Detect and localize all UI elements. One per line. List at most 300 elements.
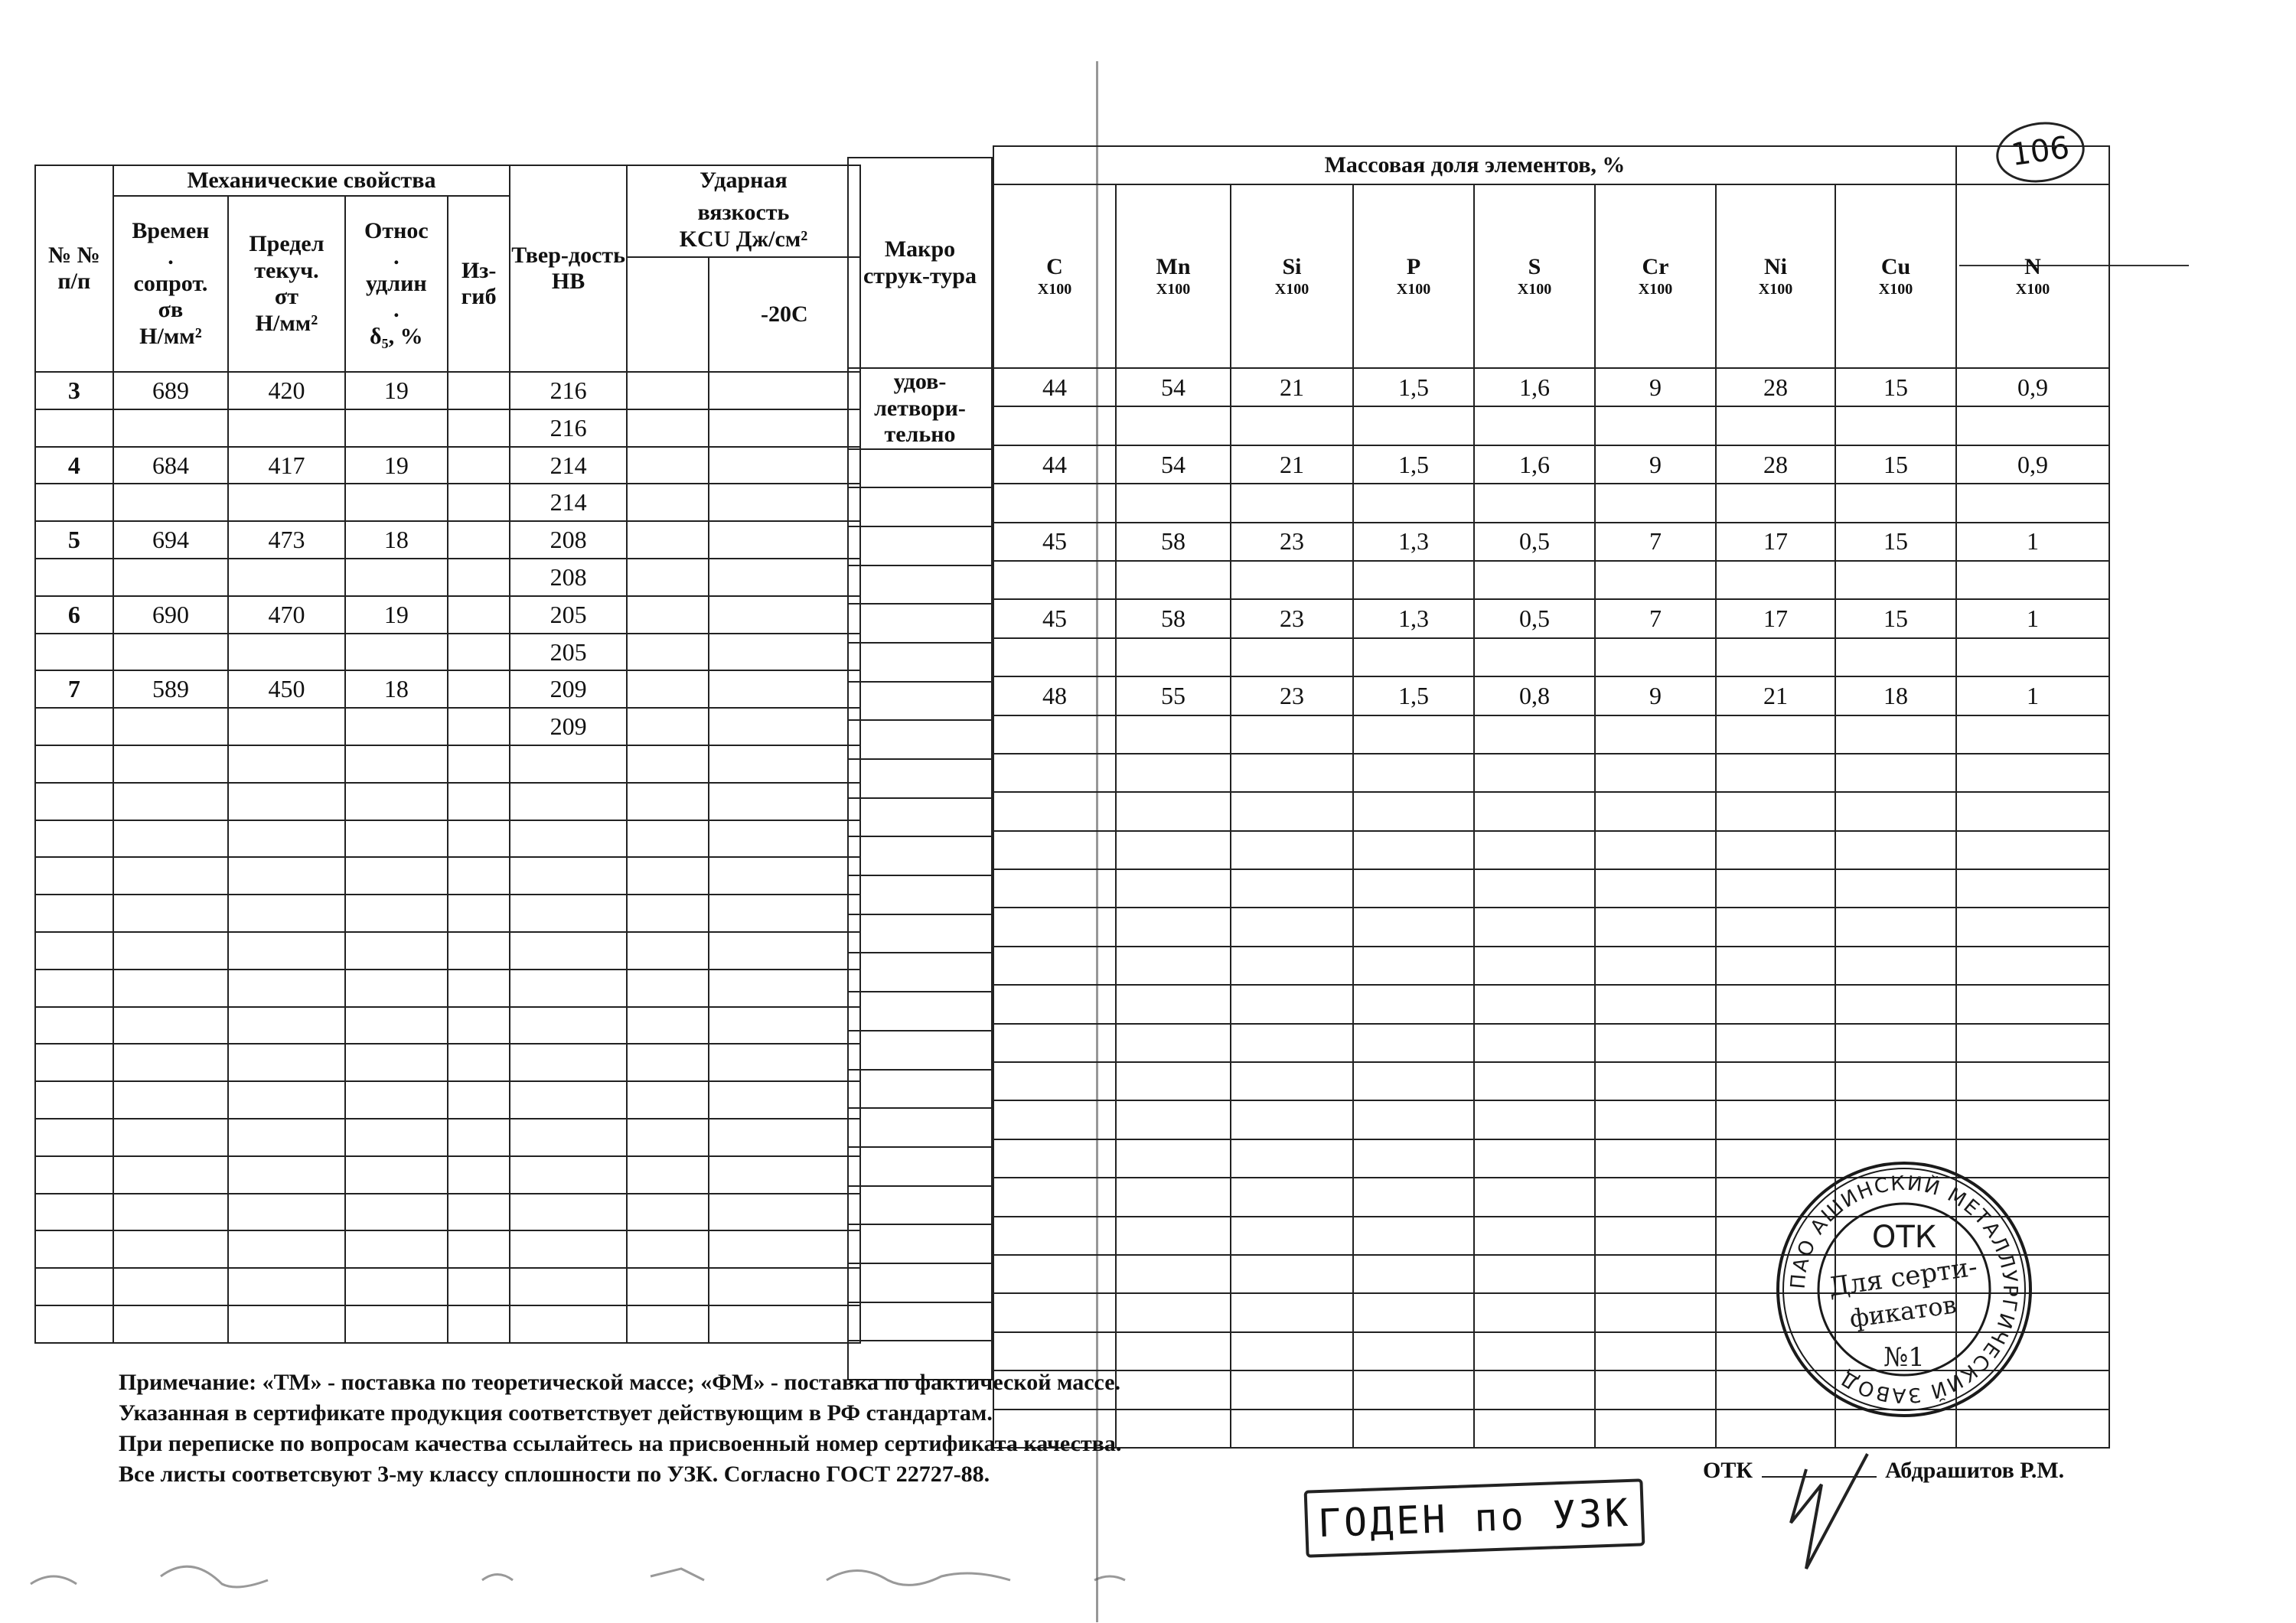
- property-cell: [510, 1268, 627, 1305]
- macro-cell: [848, 953, 992, 992]
- property-cell: [448, 1119, 510, 1156]
- composition-cell: [1595, 1062, 1716, 1100]
- composition-cell: [1474, 1217, 1595, 1255]
- composition-cell: [1595, 1410, 1716, 1448]
- property-cell: [228, 857, 345, 895]
- col-header-impact-temp: -20С: [709, 257, 860, 372]
- composition-cell: [993, 1024, 1116, 1062]
- row-number-cell: [35, 708, 113, 745]
- composition-cell: [1116, 1410, 1231, 1448]
- composition-cell: 21: [1231, 368, 1353, 406]
- property-cell: [709, 1081, 860, 1119]
- composition-cell: 0,5: [1474, 523, 1595, 561]
- row-number-cell: [35, 895, 113, 932]
- property-cell: [113, 1119, 229, 1156]
- property-cell: [448, 596, 510, 634]
- property-cell: [448, 559, 510, 596]
- composition-cell: 1: [1956, 676, 2109, 715]
- notes-block: [119, 1370, 1121, 1488]
- table-row: [993, 676, 2109, 715]
- property-cell: [709, 857, 860, 895]
- property-cell: [113, 820, 229, 858]
- property-cell: [627, 820, 709, 858]
- macro-cell: [848, 487, 992, 526]
- table-row: [35, 1081, 860, 1119]
- col-header-bend: Из-гиб: [448, 196, 510, 372]
- property-cell: [709, 1044, 860, 1081]
- property-cell: [448, 521, 510, 559]
- composition-cell: 15: [1835, 445, 1956, 484]
- row-number-cell: [35, 783, 113, 820]
- composition-cell: 0,5: [1474, 599, 1595, 637]
- property-cell: [510, 820, 627, 858]
- property-cell: 216: [510, 409, 627, 447]
- composition-cell: 1,5: [1353, 445, 1474, 484]
- col-header-element-2: [1231, 184, 1353, 368]
- group-header-mechanical: Механические свойства: [113, 165, 510, 196]
- element-symbol: Cr: [1642, 254, 1669, 280]
- property-cell: [709, 1156, 860, 1194]
- col-header-macro: Макро струк-тура: [848, 158, 992, 368]
- composition-cell: [993, 1255, 1116, 1293]
- col-header-element-5: [1595, 184, 1716, 368]
- composition-cell: [1116, 406, 1231, 445]
- property-cell: [228, 783, 345, 820]
- property-cell: 690: [113, 596, 229, 634]
- property-cell: [228, 708, 345, 745]
- header-corner-blank: [1956, 146, 2109, 184]
- property-cell: [113, 559, 229, 596]
- composition-cell: 1,6: [1474, 368, 1595, 406]
- composition-cell: [1116, 1024, 1231, 1062]
- table-row: [993, 599, 2109, 637]
- composition-cell: [993, 1332, 1116, 1370]
- composition-cell: [1116, 715, 1231, 754]
- impact-line3: KCU Дж/см²: [679, 226, 808, 252]
- property-cell: [627, 559, 709, 596]
- composition-cell: [993, 1217, 1116, 1255]
- macro-cell: [848, 643, 992, 682]
- property-cell: [627, 708, 709, 745]
- property-cell: [345, 1305, 448, 1343]
- property-cell: [627, 447, 709, 484]
- tensile-l5: Н/мм²: [139, 323, 202, 349]
- composition-cell: [1353, 1139, 1474, 1178]
- composition-cell: [1595, 638, 1716, 676]
- table-row: [993, 1024, 2109, 1062]
- table-row: [993, 985, 2109, 1023]
- property-cell: [709, 783, 860, 820]
- composition-cell: [1474, 715, 1595, 754]
- composition-cell: [1474, 754, 1595, 792]
- composition-cell: [1231, 638, 1353, 676]
- property-cell: [228, 1230, 345, 1268]
- property-cell: [627, 970, 709, 1007]
- composition-cell: [1231, 561, 1353, 599]
- property-cell: 694: [113, 521, 229, 559]
- property-cell: [709, 409, 860, 447]
- property-cell: 214: [510, 484, 627, 521]
- macrostructure-table: [847, 157, 993, 1380]
- table-row: [993, 792, 2109, 830]
- property-cell: [627, 1156, 709, 1194]
- composition-cell: [1116, 1062, 1231, 1100]
- property-cell: [627, 521, 709, 559]
- property-cell: [345, 1044, 448, 1081]
- macro-cell: [848, 720, 992, 759]
- composition-cell: [1474, 947, 1595, 985]
- property-cell: [627, 857, 709, 895]
- composition-cell: [1716, 484, 1835, 522]
- composition-cell: 1: [1956, 523, 2109, 561]
- note-line-4: Все листы соответсвуют 3-му классу сплошности по УЗК. Согласно ГОСТ 22727-88.: [119, 1462, 990, 1487]
- composition-cell: [993, 1293, 1116, 1331]
- property-cell: [228, 895, 345, 932]
- composition-cell: 23: [1231, 599, 1353, 637]
- composition-cell: [1474, 1410, 1595, 1448]
- property-cell: [345, 409, 448, 447]
- macro-cell: [848, 1186, 992, 1225]
- property-cell: [113, 708, 229, 745]
- property-cell: [345, 857, 448, 895]
- composition-cell: [1956, 869, 2109, 908]
- table-row: [35, 372, 860, 409]
- composition-cell: [1353, 1217, 1474, 1255]
- property-cell: [228, 1194, 345, 1231]
- row-number-cell: [35, 820, 113, 858]
- table-row: [993, 1062, 2109, 1100]
- macro-value-cell: удов-летвори-тельно: [848, 368, 992, 449]
- property-cell: [113, 783, 229, 820]
- property-cell: 208: [510, 559, 627, 596]
- property-cell: [345, 895, 448, 932]
- composition-cell: [1474, 1332, 1595, 1370]
- composition-cell: [1474, 1100, 1595, 1139]
- property-cell: 18: [345, 670, 448, 708]
- property-cell: 216: [510, 372, 627, 409]
- composition-cell: [1231, 947, 1353, 985]
- composition-cell: [1353, 831, 1474, 869]
- table-row: [35, 783, 860, 820]
- composition-cell: [993, 484, 1116, 522]
- composition-cell: [1716, 1100, 1835, 1139]
- table-row: [35, 1119, 860, 1156]
- property-cell: [709, 708, 860, 745]
- composition-cell: [1716, 638, 1835, 676]
- row-number-cell: 7: [35, 670, 113, 708]
- composition-cell: [1353, 484, 1474, 522]
- composition-cell: [1231, 715, 1353, 754]
- composition-cell: [1353, 1024, 1474, 1062]
- composition-cell: [1353, 1293, 1474, 1331]
- property-cell: [228, 1305, 345, 1343]
- property-cell: 208: [510, 521, 627, 559]
- property-cell: [709, 634, 860, 671]
- property-cell: [709, 745, 860, 783]
- col-header-element-4: [1474, 184, 1595, 368]
- composition-cell: [1835, 715, 1956, 754]
- composition-cell: [1835, 1024, 1956, 1062]
- property-cell: [627, 1044, 709, 1081]
- property-cell: [709, 932, 860, 970]
- row-number-cell: 5: [35, 521, 113, 559]
- composition-cell: [1595, 1370, 1716, 1409]
- property-cell: [113, 1044, 229, 1081]
- composition-cell: [1716, 908, 1835, 946]
- composition-cell: [1231, 406, 1353, 445]
- property-cell: [448, 932, 510, 970]
- property-cell: 19: [345, 447, 448, 484]
- property-cell: [510, 1081, 627, 1119]
- row-number-cell: [35, 970, 113, 1007]
- stamp-line-3: фикатов: [1848, 1289, 1958, 1334]
- element-symbol: S: [1528, 254, 1541, 280]
- composition-cell: [1474, 1370, 1595, 1409]
- composition-cell: [1231, 1332, 1353, 1370]
- composition-cell: [1116, 1217, 1231, 1255]
- property-cell: [228, 1007, 345, 1045]
- property-cell: [228, 970, 345, 1007]
- composition-cell: [1835, 985, 1956, 1023]
- macro-cell: [848, 526, 992, 565]
- property-cell: [709, 1007, 860, 1045]
- composition-cell: [1956, 1062, 2109, 1100]
- composition-cell: 17: [1716, 599, 1835, 637]
- composition-cell: [1353, 406, 1474, 445]
- composition-cell: [1716, 869, 1835, 908]
- signature-label: ОТК: [1703, 1458, 1753, 1483]
- element-multiplier: X100: [1638, 280, 1673, 298]
- composition-cell: [1116, 947, 1231, 985]
- property-cell: [113, 1194, 229, 1231]
- property-cell: [448, 1305, 510, 1343]
- composition-cell: [1835, 754, 1956, 792]
- property-cell: [627, 745, 709, 783]
- property-cell: [510, 1044, 627, 1081]
- table-row: [35, 708, 860, 745]
- composition-cell: [1116, 638, 1231, 676]
- property-cell: [228, 820, 345, 858]
- property-cell: [345, 1156, 448, 1194]
- composition-cell: [993, 1178, 1116, 1216]
- composition-cell: [1595, 1255, 1716, 1293]
- composition-cell: 23: [1231, 676, 1353, 715]
- property-cell: [345, 1119, 448, 1156]
- property-cell: [113, 1305, 229, 1343]
- composition-cell: 21: [1231, 445, 1353, 484]
- property-cell: [228, 634, 345, 671]
- composition-cell: [993, 754, 1116, 792]
- table-row: [993, 1100, 2109, 1139]
- impact-subheader: [627, 196, 860, 257]
- composition-cell: [1835, 869, 1956, 908]
- property-cell: [510, 1119, 627, 1156]
- composition-cell: [1716, 754, 1835, 792]
- macro-cell: [848, 992, 992, 1031]
- property-cell: [709, 596, 860, 634]
- composition-cell: [1231, 1370, 1353, 1409]
- group-header-impact: [627, 165, 860, 196]
- composition-cell: [1595, 869, 1716, 908]
- composition-cell: [1116, 1255, 1231, 1293]
- elong-l2: .: [393, 244, 400, 270]
- composition-cell: [1835, 831, 1956, 869]
- composition-cell: 28: [1716, 368, 1835, 406]
- property-cell: [228, 1044, 345, 1081]
- property-cell: [448, 857, 510, 895]
- composition-cell: [993, 908, 1116, 946]
- composition-cell: [1116, 985, 1231, 1023]
- impact-blank-col: [627, 257, 709, 372]
- property-cell: [709, 670, 860, 708]
- composition-cell: [1474, 1139, 1595, 1178]
- composition-cell: 45: [993, 523, 1116, 561]
- property-cell: [113, 895, 229, 932]
- property-cell: [627, 895, 709, 932]
- property-cell: [448, 1268, 510, 1305]
- composition-cell: [1353, 947, 1474, 985]
- composition-cell: [993, 947, 1116, 985]
- composition-cell: 44: [993, 445, 1116, 484]
- property-cell: [510, 745, 627, 783]
- property-cell: [510, 1156, 627, 1194]
- composition-cell: 9: [1595, 368, 1716, 406]
- macro-cell: [848, 1224, 992, 1263]
- property-cell: [709, 484, 860, 521]
- composition-cell: [1716, 831, 1835, 869]
- composition-cell: [1595, 985, 1716, 1023]
- property-cell: [228, 1156, 345, 1194]
- element-multiplier: X100: [1037, 280, 1072, 298]
- composition-cell: 21: [1716, 676, 1835, 715]
- property-cell: [345, 634, 448, 671]
- macro-cell: [848, 1263, 992, 1302]
- element-symbol: Mn: [1156, 254, 1191, 280]
- yield-l4: Н/мм²: [255, 310, 318, 336]
- col-header-element-0: [993, 184, 1116, 368]
- composition-cell: [1231, 1100, 1353, 1139]
- tensile-l2: .: [168, 244, 174, 270]
- property-cell: 420: [228, 372, 345, 409]
- composition-cell: [1835, 792, 1956, 830]
- composition-cell: [993, 561, 1116, 599]
- row-number-cell: [35, 484, 113, 521]
- table-row: [993, 947, 2109, 985]
- composition-cell: [1595, 1024, 1716, 1062]
- property-cell: [228, 1119, 345, 1156]
- element-symbol: C: [1046, 254, 1063, 280]
- composition-cell: [993, 985, 1116, 1023]
- composition-cell: 0,9: [1956, 368, 2109, 406]
- property-cell: [448, 409, 510, 447]
- composition-cell: 1,3: [1353, 523, 1474, 561]
- property-cell: 18: [345, 521, 448, 559]
- composition-cell: [1474, 484, 1595, 522]
- col-header-elongation: [345, 196, 448, 372]
- table-row: [35, 932, 860, 970]
- property-cell: [448, 745, 510, 783]
- property-cell: [345, 932, 448, 970]
- property-cell: [627, 1007, 709, 1045]
- property-cell: 205: [510, 596, 627, 634]
- property-cell: [345, 559, 448, 596]
- property-cell: 19: [345, 596, 448, 634]
- composition-cell: [1353, 1255, 1474, 1293]
- composition-cell: 1,6: [1474, 445, 1595, 484]
- composition-cell: [1835, 947, 1956, 985]
- composition-cell: [1595, 754, 1716, 792]
- property-cell: 214: [510, 447, 627, 484]
- table-row: [993, 561, 2109, 599]
- bottom-scan-noise: [23, 1546, 1171, 1599]
- composition-cell: [1956, 561, 2109, 599]
- table-row: [35, 970, 860, 1007]
- composition-cell: [1231, 908, 1353, 946]
- composition-cell: [1835, 1100, 1956, 1139]
- property-cell: [627, 1230, 709, 1268]
- row-number-cell: [35, 559, 113, 596]
- col-header-element-1: [1116, 184, 1231, 368]
- property-cell: [510, 783, 627, 820]
- property-cell: [709, 1194, 860, 1231]
- property-cell: 450: [228, 670, 345, 708]
- property-cell: [627, 634, 709, 671]
- composition-cell: [1353, 1370, 1474, 1409]
- composition-cell: 55: [1116, 676, 1231, 715]
- composition-cell: [1595, 1293, 1716, 1331]
- property-cell: [448, 372, 510, 409]
- property-cell: [709, 1119, 860, 1156]
- row-number-cell: [35, 745, 113, 783]
- property-cell: [448, 447, 510, 484]
- property-cell: [113, 745, 229, 783]
- composition-cell: [1956, 638, 2109, 676]
- property-cell: 684: [113, 447, 229, 484]
- composition-cell: [1231, 831, 1353, 869]
- composition-cell: [1835, 1062, 1956, 1100]
- macro-cell: [848, 1147, 992, 1186]
- col-header-number: № № п/п: [35, 165, 113, 372]
- stamp-line-4: №1: [1883, 1342, 1925, 1373]
- table-row: [35, 409, 860, 447]
- composition-cell: [1231, 484, 1353, 522]
- composition-cell: [1231, 1217, 1353, 1255]
- composition-cell: [1716, 1062, 1835, 1100]
- property-cell: [345, 745, 448, 783]
- composition-cell: [1353, 908, 1474, 946]
- composition-cell: [1116, 908, 1231, 946]
- row-number-cell: [35, 932, 113, 970]
- element-symbol: Ni: [1764, 254, 1787, 280]
- macro-cell: [848, 604, 992, 643]
- elong-l5: δ₅, %: [370, 323, 423, 349]
- element-multiplier: X100: [2015, 280, 2050, 298]
- composition-cell: [1956, 484, 2109, 522]
- property-cell: [510, 1007, 627, 1045]
- composition-cell: 1,5: [1353, 368, 1474, 406]
- table-row: [35, 1007, 860, 1045]
- property-cell: [113, 1268, 229, 1305]
- property-cell: [510, 932, 627, 970]
- property-cell: [448, 895, 510, 932]
- property-cell: [448, 634, 510, 671]
- elong-l1: Относ: [364, 217, 429, 243]
- table-row: [35, 521, 860, 559]
- composition-cell: [1474, 1178, 1595, 1216]
- table-row: [35, 1305, 860, 1343]
- table-row: [993, 523, 2109, 561]
- composition-cell: [1716, 985, 1835, 1023]
